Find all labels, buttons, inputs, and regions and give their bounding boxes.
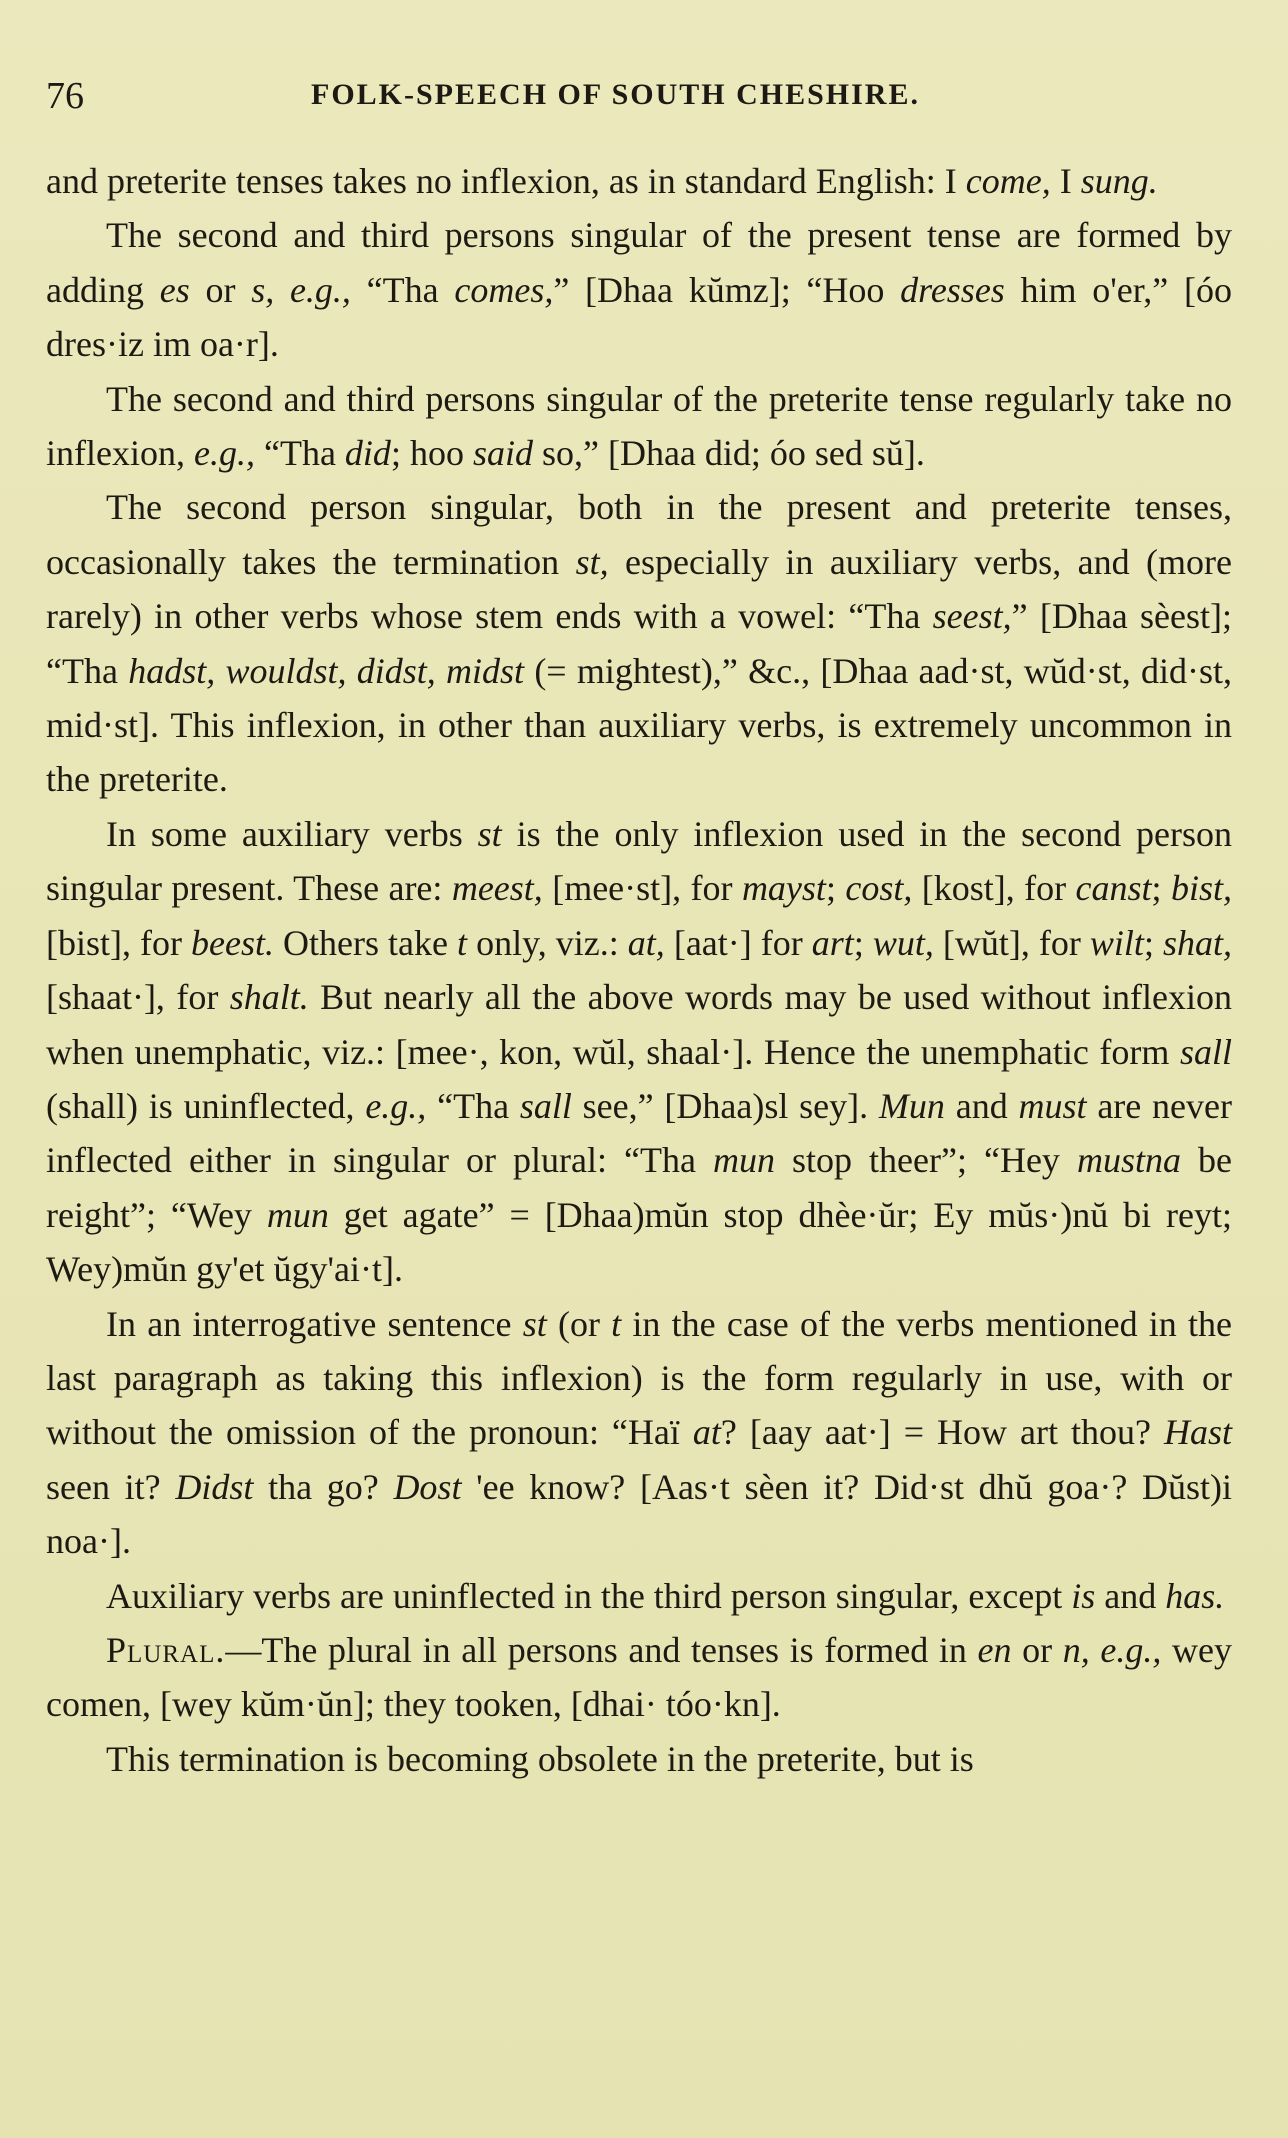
text-run: [mee·st], for bbox=[542, 868, 742, 909]
italic-term: must bbox=[1018, 1085, 1087, 1126]
page-number: 76 bbox=[46, 75, 84, 117]
italic-term: seest, bbox=[932, 596, 1012, 637]
italic-term: cost, bbox=[845, 868, 913, 909]
italic-term: did bbox=[344, 433, 391, 474]
text-run: —The plural in all persons and tenses is formed in bbox=[225, 1629, 978, 1670]
paragraph bbox=[46, 1623, 1232, 1732]
italic-term: e.g., bbox=[289, 269, 351, 310]
text-run: ; bbox=[825, 868, 846, 909]
italic-term: shat, bbox=[1162, 922, 1232, 963]
text-run: only, viz.: bbox=[467, 922, 628, 963]
text-run: [shaat·], for bbox=[46, 977, 230, 1018]
text-run: The second and third persons singular of the preterite tense regularly take no inflexion, bbox=[46, 378, 1232, 474]
italic-term: n, bbox=[1062, 1629, 1090, 1670]
paragraph bbox=[46, 208, 1232, 371]
running-title: FOLK-SPEECH OF SOUTH CHESHIRE. bbox=[311, 78, 920, 111]
text-run: The second person singular, both in the present and preterite tenses, occasionally takes the termination bbox=[46, 487, 1232, 582]
text-run: The second and third persons singular of the present tense are formed by adding bbox=[46, 215, 1232, 310]
paragraph bbox=[46, 372, 1232, 481]
italic-term: e.g., bbox=[193, 433, 255, 474]
text-run bbox=[274, 270, 290, 310]
paragraph bbox=[46, 1569, 1232, 1623]
text-run: him o'er,” [óo dres·iz im oa·r]. bbox=[46, 269, 1233, 365]
text-run: In an interrogative sentence bbox=[106, 1303, 523, 1344]
paragraph bbox=[46, 807, 1232, 1297]
text-run: seen it? bbox=[46, 1466, 176, 1507]
italic-term: st bbox=[522, 1303, 547, 1344]
text-run: especially in auxiliary verbs, and (more rarely) in other verbs whose stem ends with a vowel: “Tha bbox=[46, 541, 1232, 637]
italic-term: mun bbox=[712, 1140, 775, 1181]
text-run: [aat·] for bbox=[664, 922, 812, 963]
text-run: “Tha bbox=[254, 433, 345, 474]
italic-term: has. bbox=[1165, 1575, 1225, 1616]
body-text bbox=[46, 154, 1232, 1786]
text-run: so,” [Dhaa did; óo sed sŭ]. bbox=[532, 433, 925, 474]
italic-term: sall bbox=[519, 1085, 572, 1126]
italic-term: t bbox=[457, 922, 468, 963]
italic-term: come, bbox=[965, 161, 1051, 201]
italic-term: st bbox=[477, 813, 502, 854]
text-run: tha go? bbox=[253, 1466, 394, 1507]
italic-term: st, bbox=[575, 541, 609, 582]
italic-term: Didst bbox=[175, 1466, 254, 1507]
text-run: and bbox=[1095, 1575, 1166, 1616]
italic-term: shalt. bbox=[229, 977, 309, 1018]
text-run: are never inflected either in singular or plural: “Tha bbox=[46, 1085, 1232, 1181]
italic-term: bist, bbox=[1170, 868, 1232, 909]
text-run: ; bbox=[1143, 922, 1163, 963]
text-run: (= mightest),” &c., [Dhaa aad·st, wŭd·st, did·st, mid·st]. This inflexion, in other than auxiliary verbs, is extremely uncommon in the preterite. bbox=[46, 650, 1233, 800]
italic-term: Dost bbox=[393, 1466, 462, 1507]
italic-term: at bbox=[692, 1412, 721, 1453]
text-run: ? [aay aat·] = How art thou? bbox=[720, 1412, 1164, 1453]
italic-term: at, bbox=[627, 922, 665, 963]
italic-term: mayst bbox=[741, 868, 826, 909]
paragraph bbox=[46, 480, 1232, 806]
text-run: Auxiliary verbs are uninflected in the third person singular, except bbox=[106, 1575, 1072, 1616]
text-run: and bbox=[944, 1085, 1019, 1126]
text-run: ; hoo bbox=[390, 433, 473, 474]
text-run: ” [Dhaa kŭmz]; “Hoo bbox=[553, 269, 901, 310]
text-run: In some auxiliary verbs bbox=[106, 813, 478, 854]
paragraph bbox=[46, 154, 1232, 208]
italic-term: Mun bbox=[878, 1085, 945, 1126]
text-run: get agate” = [Dhaa)mŭn stop dhèe·ŭr; Ey mŭs·)nŭ bi reyt; Wey)mŭn gy'et ŭgy'ai·t]. bbox=[46, 1194, 1233, 1290]
text-run: ; bbox=[853, 922, 873, 963]
text-run: is the only inflexion used in the second person singular present. These are: bbox=[46, 813, 1232, 909]
text-run: (shall) is uninflected, bbox=[46, 1085, 366, 1126]
italic-term: hadst, wouldst, didst, midst bbox=[128, 650, 525, 691]
text-run: ; bbox=[1151, 868, 1171, 909]
text-run: This termination is becoming obsolete in the preterite, but is bbox=[106, 1738, 974, 1779]
text-run: stop theer”; “Hey bbox=[774, 1140, 1077, 1181]
italic-term: t bbox=[611, 1303, 622, 1344]
italic-term: dresses bbox=[900, 269, 1005, 310]
italic-term: e.g., bbox=[1100, 1629, 1162, 1670]
italic-term: beest. bbox=[191, 922, 274, 963]
text-run: “Tha bbox=[350, 269, 455, 310]
text-run: [bist], for bbox=[46, 922, 192, 963]
section-label: Plural. bbox=[106, 1629, 226, 1670]
text-run: I bbox=[1050, 161, 1081, 201]
text-run: be reight”; “Wey bbox=[46, 1140, 1232, 1235]
italic-term: wut, bbox=[872, 922, 934, 963]
text-run: 'ee know? [Aas·t sèen it? Did·st dhŭ goa·? Dŭst)i noa·]. bbox=[46, 1466, 1233, 1562]
text-run: (or bbox=[546, 1303, 612, 1344]
page-header bbox=[46, 66, 1232, 126]
italic-term: mun bbox=[266, 1194, 329, 1235]
italic-term: said bbox=[472, 433, 533, 474]
text-run: [kost], for bbox=[912, 868, 1076, 909]
paragraph bbox=[46, 1732, 1232, 1786]
text-run: “Tha bbox=[426, 1085, 520, 1126]
italic-term: canst bbox=[1075, 868, 1152, 909]
text-run: and preterite tenses takes no inflexion, as in standard English: I bbox=[46, 161, 966, 201]
italic-term: s, bbox=[251, 269, 275, 310]
text-run bbox=[1090, 1630, 1101, 1670]
text-run: or bbox=[189, 269, 252, 310]
text-run: But nearly all the above words may be used without inflexion when unemphatic, viz.: [mee·, kon, wŭl, shaal·]. Hence the unemphatic form bbox=[46, 977, 1232, 1072]
italic-term: art bbox=[811, 922, 854, 963]
italic-term: mustna bbox=[1076, 1140, 1181, 1181]
italic-term: wilt bbox=[1089, 922, 1144, 963]
text-run: in the case of the verbs mentioned in the last paragraph as taking this inflexion) is the form regularly in use, with or without the omission of the pronoun: “Haï bbox=[46, 1303, 1233, 1453]
italic-term: es bbox=[159, 269, 190, 310]
italic-term: is bbox=[1071, 1575, 1096, 1616]
text-run: see,” [Dhaa)sl sey]. bbox=[571, 1085, 879, 1126]
italic-term: sung. bbox=[1080, 161, 1158, 201]
italic-term: meest, bbox=[451, 868, 543, 909]
text-run: or bbox=[1011, 1629, 1063, 1670]
text-run: Others take bbox=[274, 922, 458, 963]
text-run: ” [Dhaa sèest]; “Tha bbox=[46, 596, 1233, 691]
text-run: wey comen, [wey kŭm·ŭn]; they tooken, [dhai· tóo·kn]. bbox=[46, 1629, 1232, 1725]
italic-term: Hast bbox=[1163, 1412, 1232, 1453]
paragraph bbox=[46, 1297, 1232, 1569]
text-run: [wŭt], for bbox=[933, 922, 1090, 963]
italic-term: e.g., bbox=[365, 1085, 427, 1126]
italic-term: sall bbox=[1179, 1031, 1232, 1072]
italic-term: comes, bbox=[454, 269, 554, 310]
italic-term: en bbox=[977, 1629, 1012, 1670]
